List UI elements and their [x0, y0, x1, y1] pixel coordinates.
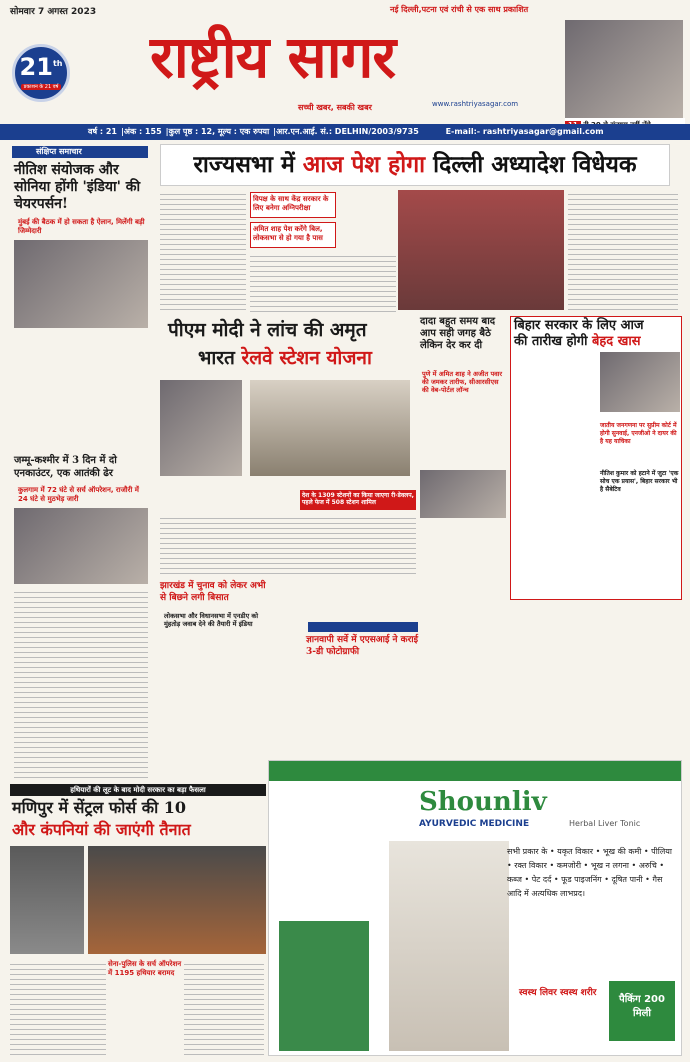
ad-subtitle: AYURVEDIC MEDICINE — [419, 819, 530, 829]
lead-body-left — [160, 190, 246, 312]
rail-headline-1: पीएम मोदी ने लांच की अमृत — [168, 319, 367, 341]
left-photo-2 — [14, 508, 148, 584]
manipur-photo-1 — [10, 846, 84, 954]
manipur-body-2 — [184, 960, 264, 1056]
manipur-kicker: हथियारों की लूट के बाद मोदी सरकार का बड़ा फैसला — [10, 784, 266, 796]
section-label: संक्षिप्त समाचार — [12, 146, 148, 158]
bihar-bullet-2: नीतिश कुमार को हटाने में जुटा 'एक सोच एक प्रयास', बिहार सरकार भी है सैबेटिव — [600, 470, 679, 493]
cricket-promo-photo — [565, 20, 683, 118]
ad-product-box — [279, 921, 369, 1051]
left-headline-2: जम्मू-कश्मीर में 3 दिन में दो एनकाउंटर, एक आतंकी ढेर — [14, 455, 117, 479]
doctor-photo — [389, 841, 509, 1051]
lead-body-mid — [250, 252, 396, 312]
ad-slogan: स्वस्थ लिवर स्वस्थ शरीर — [519, 988, 597, 998]
info-bar: वर्ष : 21 |अंक : 155 |कुल पृष्ठ : 12, मूल्य : एक रुपया |आर.एन.आई. सं.: DELHIN/2003/9735 E-mail:- rashtriyasagar@gmail.com — [0, 124, 690, 140]
left-body-2 — [14, 588, 148, 778]
rail-headline-2: भारत रेलवे स्टेशन योजना — [198, 347, 372, 369]
shounliv-advertisement[interactable] — [268, 760, 682, 1056]
nitish-photo — [600, 352, 680, 412]
lead-body-right — [568, 190, 678, 312]
gyanvapi-headline: ज्ञानवापी सर्वे में एएसआई ने कराई 3-डी फोटोग्राफी — [306, 635, 419, 657]
modi-photo — [160, 380, 242, 476]
left-bullet-1: मुंबई की बैठक में हो सकता है ऐलान, मिलेंगी बड़ी जिम्मेदारी — [18, 218, 145, 235]
issue-date: सोमवार 7 अगस्त 2023 — [10, 7, 97, 17]
dada-headline: दादा बहुत समय बाद आप सही जगह बैठे लेकिन देर कर दी — [420, 316, 496, 351]
left-bullet-2: कुलगाम में 72 घंटे से सर्च ऑपरेशन, राजौरी में 24 घंटे से मुठभेड़ जारी — [18, 486, 139, 503]
manipur-photo-2 — [88, 846, 266, 954]
parliament-photo — [398, 190, 564, 310]
ad-brand: Shounliv — [419, 787, 547, 817]
ad-benefits: सभी प्रकार के • यकृत विकार • भूख की कमी • पीलिया • रक्त विकार • कमजोरी • भूख न लगना • अरुचि • कब्ज • पेट दर्द • फूड पाइजनिंग • दूषित पानी • गैस आदि में अत्यधिक लाभप्रद। — [507, 847, 672, 898]
bihar-headline-1: बिहार सरकार के लिए आज — [514, 318, 644, 333]
manipur-headline-1: मणिपुर में सेंट्रल फोर्स की 10 — [12, 798, 187, 817]
rail-body — [160, 514, 416, 578]
masthead-title: राष्ट्रीय सागर — [150, 23, 396, 91]
rail-caption: देश के 1309 स्टेशनों का किया जाएगा री-डेवलप, पहले फेज में 508 स्टेशन शामिल — [300, 490, 416, 510]
jharkhand-headline: झारखंड में चुनाव को लेकर अभी से बिछने लगी बिसात — [160, 581, 266, 603]
ad-pack-size: पैकिंग 200 मिली — [609, 981, 675, 1041]
manipur-headline-2: और कंपनियां की जाएंगी तैनात — [12, 820, 191, 839]
lead-sub-2: अमित शाह पेश करेंगे बिल, लोकसभा से हो गया है पास — [250, 222, 336, 248]
manipur-bullet: सेना-पुलिस के सर्च ऑपरेशन में 1195 हथियार बरामद — [108, 960, 182, 977]
left-photo-1 — [14, 240, 148, 328]
website[interactable]: www.rashtriyasagar.com — [432, 100, 519, 108]
lead-sub-1: विपक्ष के साथ केंद्र सरकार के लिए बनेगा अग्निपरीक्षा — [250, 192, 336, 218]
manipur-body — [10, 960, 106, 1056]
gyanvapi-label — [308, 622, 418, 632]
anniversary-logo: 21th प्रकाशन के 21 वर्ष — [12, 44, 70, 102]
left-headline-1: नीतिश संयोजक और सोनिया होंगी 'इंडिया' की चेयरपर्सन! — [14, 162, 141, 212]
bihar-bullet-1: जातीय जनगणना पर सुप्रीम कोर्ट में होगी सुनवाई, एनजीओ ने दायर की है यह याचिका — [600, 422, 677, 445]
station-photo — [250, 380, 410, 476]
jharkhand-bullet: लोकसभा और विधानसभा में एनडीए को मुंहतोड़ जवाब देने की तैयारी में इंडिया — [164, 612, 259, 628]
left-body-1 — [14, 332, 148, 454]
lead-banner: राज्यसभा में आज पेश होगा दिल्ली अध्यादेश विधेयक — [160, 144, 670, 186]
edition-line: नई दिल्ली,पटना एवं रांची से एक साथ प्रकाशित — [390, 5, 529, 14]
ad-subtitle-2: Herbal Liver Tonic — [569, 819, 641, 828]
bihar-headline-2: की तारीख होगी बेहद खास — [514, 334, 641, 349]
tagline: सच्ची खबर, सबकी खबर — [298, 103, 372, 112]
dada-bullet: पुणे में अमित शाह ने अजीत पवार की जमकर तारीफ, सीआरसीएस की वेब-पोर्टल लॉन्च — [422, 370, 503, 394]
dada-photo — [420, 470, 506, 518]
